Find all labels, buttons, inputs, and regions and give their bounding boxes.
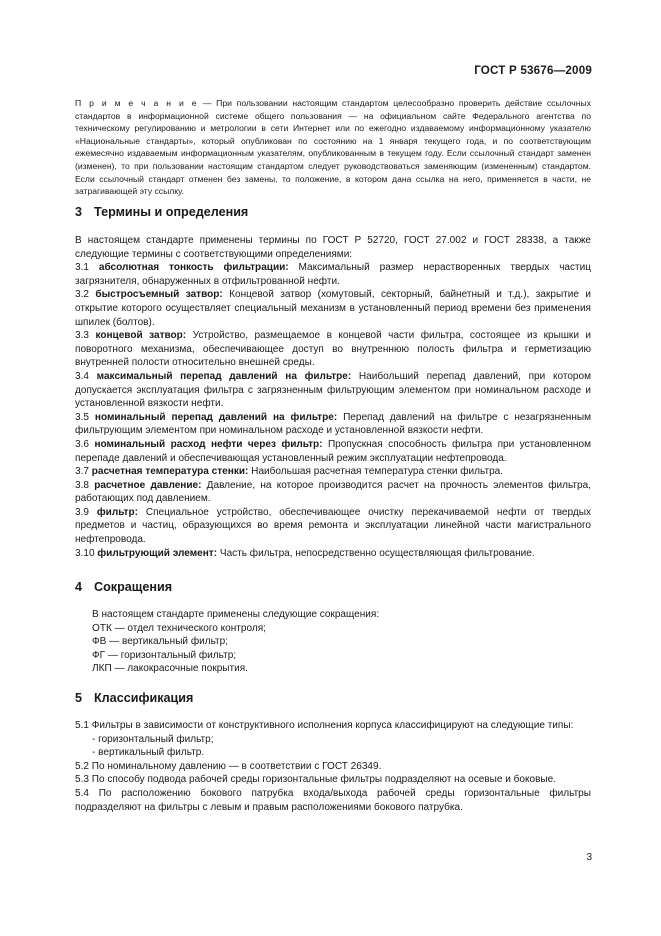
clause-5-3: 5.3 По способу подвода рабочей среды горизонтальные фильтры подразделяют на осевые и боковые. <box>75 774 557 786</box>
document-id: ГОСТ Р 53676—2009 <box>474 64 592 77</box>
term-3-8: 3.8 расчетное давление: Давление, на которое производится расчет на прочность элементов фильтра, работающих под давлением. <box>75 479 591 505</box>
note-label: П р и м е ч а н и е <box>75 98 199 108</box>
type-item: - горизонтальный фильтр; <box>92 733 214 745</box>
abbreviation-item: ОТК — отдел технического контроля; <box>92 622 266 634</box>
term-3-3: 3.3 концевой затвор: Устройство, размещаемое в концевой части фильтра, состоящее из крышки и поворотного механизма, обеспечивающее доступ во внутреннюю полость фильтра и герметизацию внутренней полости относительно внешней среды. <box>75 330 592 369</box>
term-3-6: 3.6 номинальный расход нефти через фильтр: Пропускная способность фильтра при установленном перепаде давлений и обеспечивающая установленный режим эксплуатации нефтепровода. <box>75 438 591 464</box>
term-3-1: 3.1 абсолютная тонкость фильтрации: Максимальный размер нерастворенных твердых частиц загрязнителя, обнаруженных в отфильтрованной нефти. <box>75 262 592 287</box>
abbreviation-item: ЛКП — лакокрасочные покрытия. <box>92 663 248 675</box>
term-3-4: 3.4 максимальный перепад давлений на фильтре: Наибольший перепад давлений, при котором допускается эксплуатация фильтра с загрязненным фильтрующим элементом при номинальном расходе и установленной вязкости нефти. <box>75 370 591 410</box>
section-4-heading: 4 Сокращения <box>75 580 173 594</box>
section-4-body <box>75 608 591 676</box>
term-3-9: 3.9 фильтр: Специальное устройство, обеспечивающее очистку перекачиваемой нефти от твердых предметов и частиц, образующихся во время ремонта и эксплуатации линейной части магистрального нефтепровода. <box>75 506 591 546</box>
section-3-intro: В настоящем стандарте применены термины по ГОСТ Р 52720, ГОСТ 27.002 и ГОСТ 28338, а также следующие термины с соответствующими определениями: <box>75 235 591 260</box>
note-text: — При пользовании настоящим стандартом целесообразно проверить действие ссылочных стандартов в информационной системе общего пользования — на официальном сайте Федерального агентства по техническому регулированию и метрологии в сети Интернет или по ежегодно издаваемому информационному указателю «Национальные стандарты», который опубликован по состоянию на 1 января текущего года, и по соответствующим ежемесячно издаваемым информационным указателям, опубликованным в текущем году. Если ссылочный стандарт заменен (изменен), то при пользовании настоящим стандартом следует руководствоваться заменяющим (измененным) стандартом. Если ссылочный стандарт отменен без замены, то положение, в котором дана ссылка на него, применяется в части, не затрагивающей эту ссылку. <box>75 98 592 197</box>
term-3-5: 3.5 номинальный перепад давлений на фильтре: Перепад давлений на фильтре с незагрязненным фильтрующим элементом при номинальном расходе и установленной вязкости нефти. <box>75 411 592 437</box>
section-5-body <box>75 719 591 814</box>
section-3-body <box>75 234 591 560</box>
section-4-intro: В настоящем стандарте применены следующие сокращения: <box>92 609 380 620</box>
term-3-2: 3.2 быстросъемный затвор: Концевой затвор (хомутовый, секторный, байнетный и т.д.), закрытие и открытие которого осуществляет специальный механизм в установленный период времени без применения шпилек (болтов). <box>75 289 591 328</box>
clause-5-4: 5.4 По расположению бокового патрубка входа/выхода рабочей среды горизонтальные фильтры подразделяют на фильтры с левым и правым расположениями бокового патрубка. <box>75 787 591 813</box>
type-item: - вертикальный фильтр. <box>92 747 205 759</box>
clause-5-1: 5.1 Фильтры в зависимости от конструктивного исполнения корпуса классифицируют на следующие типы: <box>75 720 574 731</box>
clause-5-2: 5.2 По номинальному давлению — в соответствии с ГОСТ 26349. <box>75 760 382 772</box>
reference-note <box>75 97 591 198</box>
abbreviation-item: ФГ — горизонтальный фильтр; <box>92 649 237 661</box>
section-5-heading: 5 Классификация <box>75 691 194 705</box>
abbreviation-item: ФВ — вертикальный фильтр; <box>92 636 229 648</box>
section-3-heading: 3 Термины и определения <box>75 205 249 219</box>
term-3-7: 3.7 расчетная температура стенки: Наибольшая расчетная температура стенки фильтра. <box>75 466 504 478</box>
page-number: 3 <box>586 852 592 863</box>
term-3-10: 3.10 фильтрующий элемент: Часть фильтра, непосредственно осуществляющая фильтрование. <box>75 547 535 559</box>
